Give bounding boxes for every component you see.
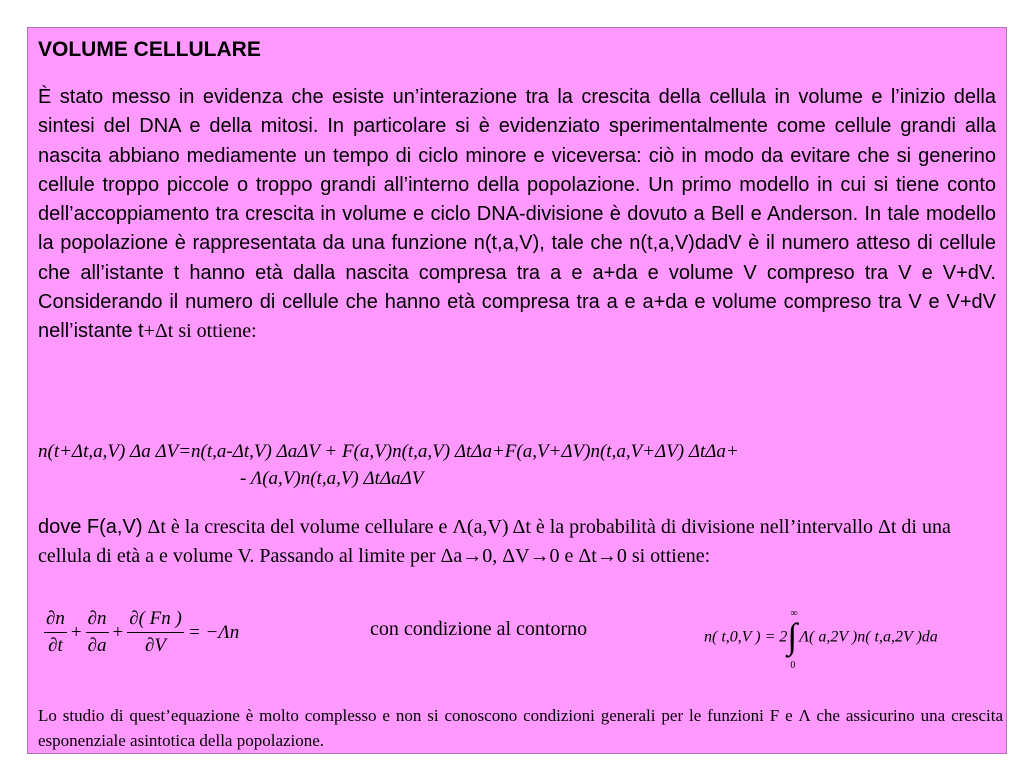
balance-equation xyxy=(38,438,998,492)
intro-text: È stato messo in evidenza che esiste un’interazione tra la crescita della cellula in volume e l’inizio della sintesi del DNA e della mitosi. In particolare si è evidenziato sperimentalmente come cellule grandi alla nascita abbiano mediamente un tempo di ciclo minore e viceversa: ciò in modo da evitare che si generino cellule troppo piccole o troppo grandi all’interno della popolazione. Un primo modello in cui si tiene conto dell’accoppiamento tra crescita in volume e ciclo DNA-divisione è dovuto a Bell e Anderson. In tale modello la popolazione è rappresentata da una funzione n(t,a,V), tale che n(t,a,V)dadV è il numero atteso di cellule che all’istante t hanno età dalla nascita compresa tra a e a+da e volume V compreso tra V e V+dV. Considerando il numero di cellule che hanno età compresa tra a e a+da e volume compreso tra V e V+dV nell’istante t xyxy=(38,86,996,343)
intro-text-tail: +Δt si ottiene: xyxy=(143,320,257,343)
plus-sign: + xyxy=(112,621,124,643)
slide-title: VOLUME CELLULARE xyxy=(38,38,261,61)
integral-upper-limit: ∞ xyxy=(790,608,798,619)
boundary-lhs: n( t,0,V ) = 2 xyxy=(704,628,788,646)
balance-equation-line-1: n(t+Δt,a,V) Δa ΔV=n(t,a-Δt,V) ΔaΔV + F(a,V)n(t,a,V) ΔtΔa+F(a,V+ΔV)n(t,a,V+ΔV) ΔtΔa+ xyxy=(38,441,739,462)
slide-panel xyxy=(27,27,1007,754)
definition-paragraph xyxy=(38,513,996,571)
integral-lower-limit: 0 xyxy=(790,660,796,671)
boundary-condition-equation xyxy=(704,608,938,671)
fraction-dfn-dv: $\frac{\partial( Fn )}{\partial V}$ xyxy=(129,608,182,656)
integral-symbol: ∫ xyxy=(787,616,798,656)
pde-rhs: = −Λn xyxy=(187,621,240,643)
limit-text: Δa→0, ΔV→0 e Δt→0 si ottiene: xyxy=(440,545,711,567)
pde-equation xyxy=(44,608,243,657)
definition-text: Δt è la crescita del volume cellulare e Λ(a,V) Δt è la probabilità di divisione nell’intervallo Δt di una cellula di età a e volume V. Passando al limite per xyxy=(38,516,951,567)
plus-sign: + xyxy=(70,621,82,643)
fraction-dn-da: $\frac{\partial n}{\partial a}$ xyxy=(87,608,107,656)
integral-sign xyxy=(787,608,799,671)
fraction-dn-dt: $\frac{\partial n}{\partial t}$ xyxy=(46,608,65,656)
closing-paragraph: Lo studio di quest’equazione è molto complesso e non si conoscono condizioni generali per le funzioni F e Λ che assicurino una crescita esponenziale asintotica della popolazione. xyxy=(38,706,1003,750)
intro-paragraph xyxy=(38,83,996,347)
balance-equation-line-2: - Λ(a,V)n(t,a,V) ΔtΔaΔV xyxy=(240,468,424,489)
boundary-integrand: Λ( a,2V )n( t,a,2V )da xyxy=(799,628,938,646)
definition-lead: dove F(a,V) xyxy=(38,516,143,538)
boundary-condition-label: con condizione al contorno xyxy=(370,618,588,640)
